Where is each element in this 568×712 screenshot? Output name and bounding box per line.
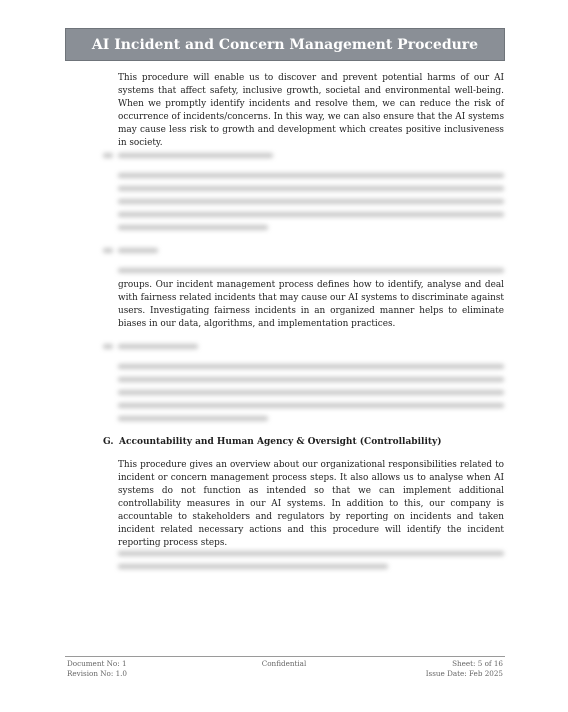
document-number: Document No: 1 xyxy=(67,659,127,668)
footer-right xyxy=(426,659,503,679)
section-g-heading xyxy=(103,437,513,449)
document-title-bar xyxy=(65,28,505,61)
issue-date: Issue Date: Feb 2025 xyxy=(425,669,503,678)
intro-paragraph: This procedure will enable us to discover and prevent potential harms of our AI systems that affect safety, inclusive growth, societal and environmental well-being. When we promptly identify incidents and resolve them, we can reduce the risk of occurrence of incidents/concerns. In this way, we can also ensure that the AI systems may cause less risk to growth and development which creates positive inclusiveness in society. xyxy=(118,73,504,148)
footer-rule xyxy=(65,656,505,657)
revision-number: Revision No: 1.0 xyxy=(67,669,128,678)
confidential-label: Confidential xyxy=(261,659,307,668)
intro-clip xyxy=(118,72,504,148)
section-g-body: This procedure gives an overview about our organizational responsibilities related to incident or concern management process steps. It also allows us to analyse when AI systems do not function as intended so that we can implement additional controllability measures in our AI systems. In addition to this, our company is accountable to stakeholders and regulators by reporting on incidents and taken incident related necessary actions and this procedure will identify the incident reporting process steps. xyxy=(118,460,504,548)
section-g-letter: G. xyxy=(103,437,114,447)
document-title: AI Incident and Concern Management Procedure xyxy=(91,36,479,53)
sheet-number: Sheet: 5 of 16 xyxy=(452,659,503,668)
fairness-paragraph: groups. Our incident management process defines how to identify, analyse and deal with fairness related incidents that may cause our AI systems to discriminate against users. Investigating fairness incidents in an organized manner helps to eliminate biases in our data, algorithms, and implementation practices. xyxy=(118,280,504,329)
section-g-title: Accountability and Human Agency & Oversight (Controllability) xyxy=(119,437,442,447)
